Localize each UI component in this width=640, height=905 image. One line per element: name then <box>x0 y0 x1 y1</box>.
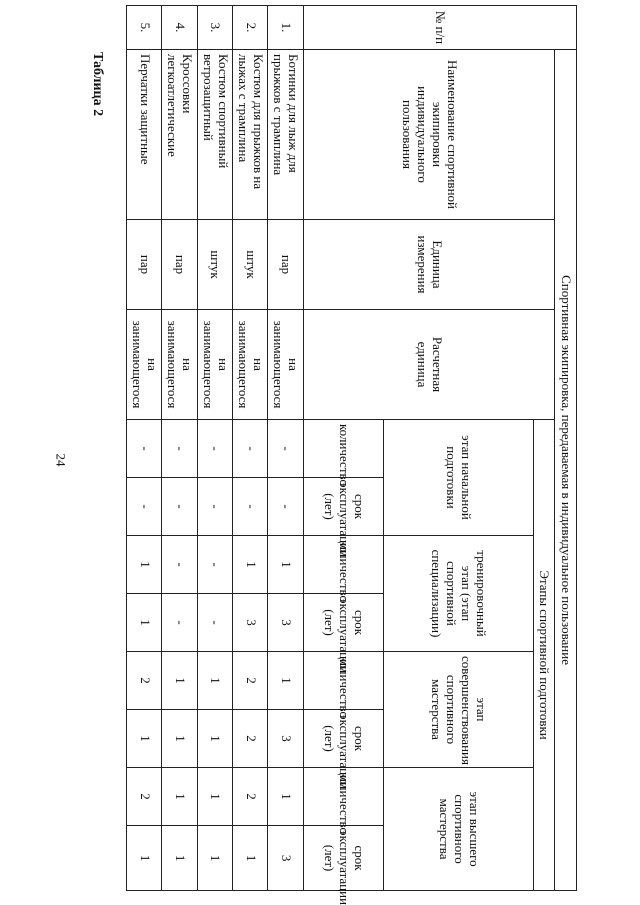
row-value: 2 <box>232 652 267 710</box>
row-num: 1. <box>268 6 303 50</box>
row-num: 3. <box>197 6 232 50</box>
header-row-2 <box>533 6 555 891</box>
row-value: 1 <box>268 536 303 594</box>
header-row-1 <box>555 6 577 891</box>
row-unit: штук <box>232 220 267 310</box>
row-value: 1 <box>162 652 197 710</box>
row-value: 1 <box>127 594 162 652</box>
header-qty: количество <box>303 652 383 710</box>
row-value: 1 <box>162 710 197 768</box>
row-unit: пар <box>162 220 197 310</box>
row-value: - <box>162 420 197 478</box>
table-row <box>268 6 303 891</box>
row-name: Костюм для прыжков на лыжах с трамплина <box>232 50 267 220</box>
row-value: - <box>127 478 162 536</box>
header-qty: количество <box>303 768 383 826</box>
row-value: 1 <box>197 768 232 826</box>
row-num: 5. <box>127 6 162 50</box>
row-name: Ботинки для лыж для прыжков с трамплина <box>268 50 303 220</box>
row-num: 2. <box>232 6 267 50</box>
row-name: Костюм спортивный ветрозащитный <box>197 50 232 220</box>
row-name: Кроссовки легкоатлетические <box>162 50 197 220</box>
header-stage-1: этап начальной подготовки <box>383 420 533 536</box>
row-value: - <box>232 420 267 478</box>
row-value: - <box>197 478 232 536</box>
row-num: 4. <box>162 6 197 50</box>
table-row <box>162 6 197 891</box>
row-value: - <box>162 478 197 536</box>
row-value: 1 <box>127 826 162 891</box>
header-term: срок эксплуатации (лет) <box>303 710 383 768</box>
header-qty: количество <box>303 536 383 594</box>
row-value: 2 <box>232 768 267 826</box>
table-row <box>127 6 162 891</box>
header-stage-2: тренировочный этап (этап спортивной специализации) <box>383 536 533 652</box>
header-name: Наименование спортивной экипировки индивидуального пользования <box>303 50 555 220</box>
header-calc: Расчетная единица <box>303 310 555 420</box>
row-calc: на занимающегося <box>197 310 232 420</box>
row-value: 3 <box>268 826 303 891</box>
header-group-title: Спортивная экипировка, передаваемая в индивидуальное пользование <box>555 50 577 891</box>
row-unit: штук <box>197 220 232 310</box>
row-value: - <box>197 594 232 652</box>
header-term: срок эксплуатации (лет) <box>303 826 383 891</box>
row-value: 1 <box>268 768 303 826</box>
row-calc: на занимающегося <box>268 310 303 420</box>
row-value: 3 <box>232 594 267 652</box>
row-value: 2 <box>232 710 267 768</box>
row-value: 1 <box>197 652 232 710</box>
row-value: - <box>268 478 303 536</box>
table-row <box>232 6 267 891</box>
row-value: - <box>268 420 303 478</box>
row-value: 1 <box>197 826 232 891</box>
header-term: срок эксплуатации (лет) <box>303 594 383 652</box>
header-unit: Единица измерения <box>303 220 555 310</box>
row-value: - <box>162 594 197 652</box>
row-value: 1 <box>232 536 267 594</box>
header-num: № п/п <box>303 6 576 50</box>
table-body <box>127 6 304 891</box>
header-qty: количество <box>303 420 383 478</box>
row-unit: пар <box>268 220 303 310</box>
row-unit: пар <box>127 220 162 310</box>
row-value: - <box>162 536 197 594</box>
page-number: 24 <box>53 453 69 467</box>
row-calc: на занимающегося <box>162 310 197 420</box>
row-value: 1 <box>268 652 303 710</box>
row-value: 2 <box>127 652 162 710</box>
header-stages-title: Этапы спортивной подготовки <box>533 420 555 891</box>
header-stage-4: этап высшего спортивного мастерства <box>383 768 533 891</box>
table-row <box>197 6 232 891</box>
row-value: 3 <box>268 710 303 768</box>
row-value: - <box>197 420 232 478</box>
row-value: - <box>232 478 267 536</box>
row-value: 1 <box>232 826 267 891</box>
row-value: 1 <box>127 710 162 768</box>
row-value: 1 <box>162 826 197 891</box>
table-caption: Таблица 2 <box>90 52 105 117</box>
row-calc: на занимающегося <box>232 310 267 420</box>
row-value: 1 <box>162 768 197 826</box>
header-term: срок эксплуатации (лет) <box>303 478 383 536</box>
row-value: 1 <box>197 710 232 768</box>
row-value: - <box>127 420 162 478</box>
row-value: 1 <box>127 536 162 594</box>
row-value: 3 <box>268 594 303 652</box>
header-stage-3: этап совершенствования спортивного мастерства <box>383 652 533 768</box>
row-value: 2 <box>127 768 162 826</box>
row-value: - <box>197 536 232 594</box>
rotated-table-wrapper <box>126 5 577 905</box>
equipment-table <box>126 5 577 905</box>
row-calc: на занимающегося <box>127 310 162 420</box>
row-name: Перчатки защитные <box>127 50 162 220</box>
